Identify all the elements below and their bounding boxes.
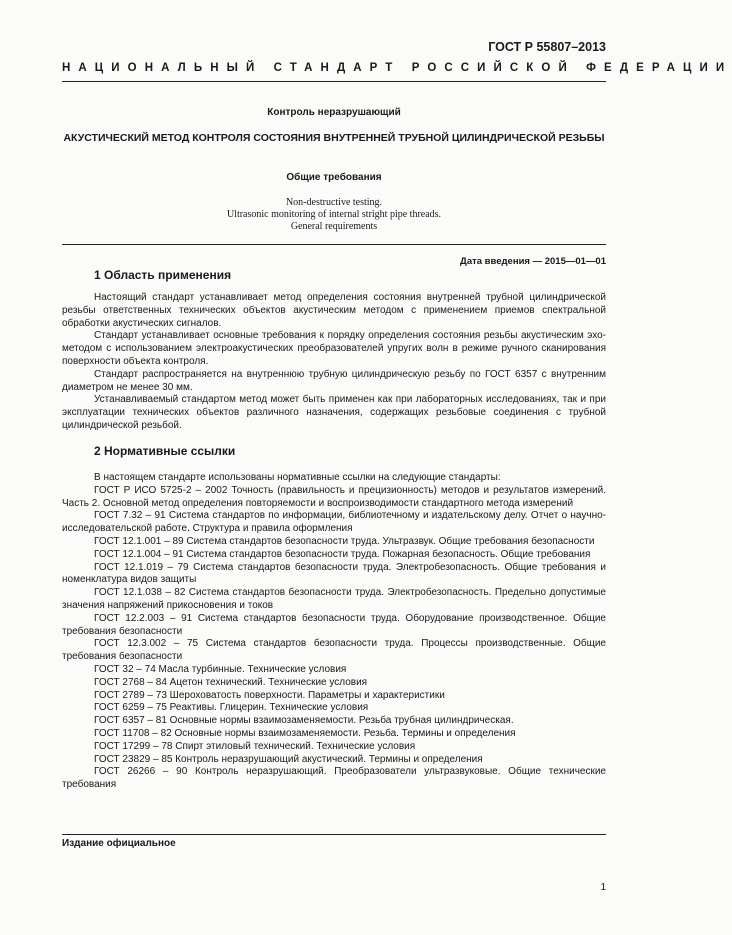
title-rule [62,244,606,245]
reference-item: ГОСТ 6259 – 75 Реактивы. Глицерин. Технические условия [94,702,369,714]
reference-item: ГОСТ 7.32 – 91 Система стандартов по информации, библиотечному и издательскому делу. Отчет о научно-исследовательской работе. Структура и правила оформления [62,510,606,535]
reference-item: ГОСТ 12.1.004 – 91 Система стандартов безопасности труда. Пожарная безопасность. Общие требования [94,548,591,560]
standard-banner: НАЦИОНАЛЬНЫЙ СТАНДАРТ РОССИЙСКОЙ ФЕДЕРАЦИИ [62,62,732,74]
title-main: АКУСТИЧЕСКИЙ МЕТОД КОНТРОЛЯ СОСТОЯНИЯ ВНУТРЕННЕЙ ТРУБНОЙ ЦИЛИНДРИЧЕСКОЙ РЕЗЬБЫ [63,132,605,144]
reference-item: ГОСТ 6357 – 81 Основные нормы взаимозаменяемости. Резьба трубная цилиндрическая. [94,715,514,727]
edition-label: Издание официальное [62,838,176,849]
reference-item: ГОСТ 2789 – 73 Шероховатость поверхности. Параметры и характеристики [94,689,445,701]
section-2-body [62,472,606,792]
reference-item: ГОСТ 2768 – 84 Ацетон технический. Технические условия [94,676,368,688]
reference-item: ГОСТ 12.1.001 – 89 Система стандартов безопасности труда. Ультразвук. Общие требования безопасности [94,535,595,547]
reference-item: ГОСТ 12.2.003 – 91 Система стандартов безопасности труда. Оборудование производственное. Общие требования безопасности [62,612,606,637]
paragraph: Стандарт устанавливает основные требования к порядку определения состояния резьбы акустическим эхо-методом с использованием электроакустических преобразователей упругих волн в режиме ручного сканирования поверхности объекта контроля. [62,330,606,367]
section-1-heading: 1 Область применения [94,268,232,282]
title-english-line: General requirements [290,221,378,232]
title-subtitle: Общие требования [286,172,382,183]
reference-item: ГОСТ 12.3.002 – 75 Система стандартов безопасности труда. Процессы производственные. Общие требования безопасности [62,638,606,663]
reference-item: ГОСТ 23829 – 85 Контроль неразрушающий акустический. Термины и определения [94,753,483,765]
reference-item: ГОСТ 32 – 74 Масла турбинные. Технические условия [94,663,347,675]
page-number: 1 [600,882,606,893]
reference-item: ГОСТ 12.1.038 – 82 Система стандартов безопасности труда. Электробезопасность. Предельно допустимые значения напряжений прикосновения и токов [62,587,606,611]
reference-item: ГОСТ Р ИСО 5725-2 – 2002 Точность (правильность и прецизионность) методов и результатов измерений. Часть 2. Основной метод определения повторяемости и воспроизводимости стандартного метода измерений [62,484,606,509]
title-english [62,197,606,233]
reference-item: ГОСТ 17299 – 78 Спирт этиловый технический. Технические условия [94,740,416,752]
paragraph: Настоящий стандарт устанавливает метод определения состояния внутренней трубной цилиндрической резьбы ответственных технических объектов акустическим методом с применением приемов спектральной обработки акустических сигналов. [62,292,606,329]
section-1-body [62,292,606,433]
section-2-heading: 2 Нормативные ссылки [94,444,236,458]
document-number: ГОСТ Р 55807–2013 [488,40,606,54]
paragraph: Стандарт распространяется на внутреннюю трубную цилиндрическую резьбу по ГОСТ 6357 с внутренним диаметром не менее 30 мм. [62,368,606,393]
header-rule [62,81,606,82]
introduction-date: Дата введения — 2015—01—01 [460,256,606,267]
reference-item: ГОСТ 26266 – 90 Контроль неразрушающий. Преобразователи ультразвуковые. Общие технические требования [62,766,606,791]
references-intro: В настоящем стандарте использованы нормативные ссылки на следующие стандарты: [94,472,501,483]
title-category: Контроль неразрушающий [267,107,401,118]
reference-item: ГОСТ 11708 – 82 Основные нормы взаимозаменяемости. Резьба. Термины и определения [94,727,516,739]
paragraph: Устанавливаемый стандартом метод может быть применен как при лабораторных исследованиях, так и при эксплуатации технических объектов различного назначения, содержащих резьбовые соединения с трубной цилиндрической резьбой. [62,394,606,431]
footer-rule [62,834,606,835]
reference-item: ГОСТ 12.1.019 – 79 Система стандартов безопасности труда. Электробезопасность. Общие требования и номенклатура видов защиты [62,561,606,586]
title-english-line: Non-destructive testing. [285,197,383,208]
title-english-line: Ultrasonic monitoring of internal stright pipe threads. [226,209,442,220]
